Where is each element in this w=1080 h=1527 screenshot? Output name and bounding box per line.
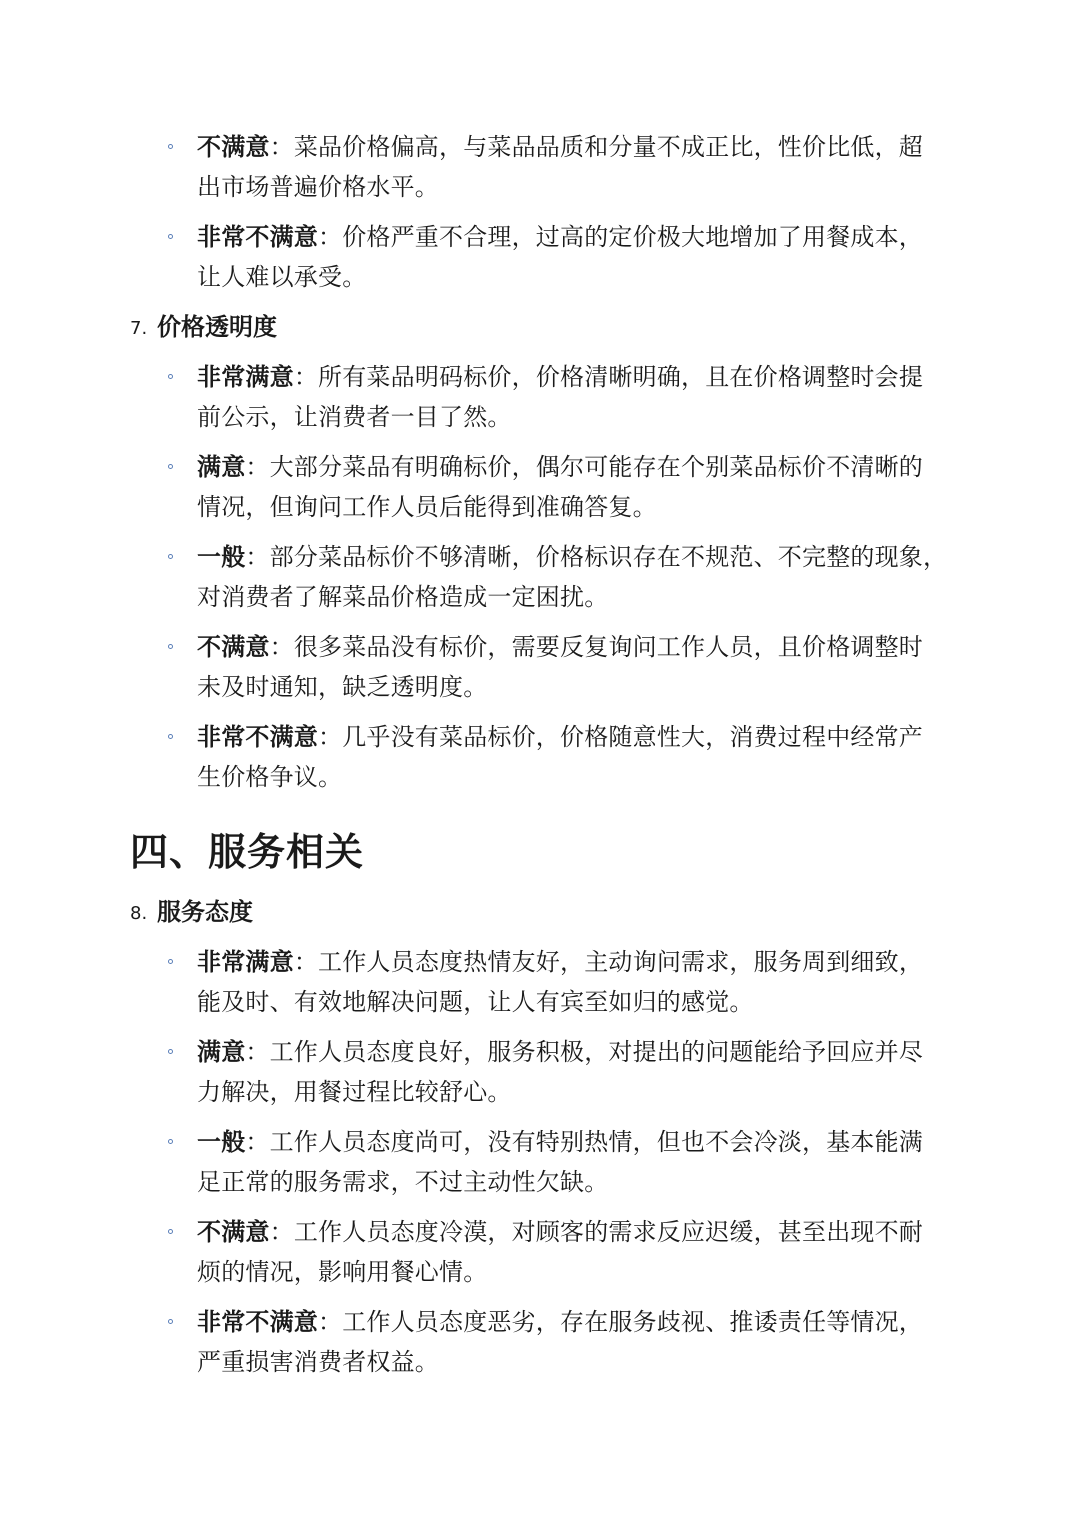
item-title: 服务态度 bbox=[157, 898, 253, 926]
term-separator: ： bbox=[269, 1218, 294, 1246]
rating-description: 几乎没有菜品标价，价格随意性大，消费过程中经常产 bbox=[342, 723, 924, 751]
numbered-heading-7 bbox=[0, 307, 1080, 347]
rating-term: 非常不满意 bbox=[197, 723, 318, 751]
list-item-text bbox=[197, 357, 953, 437]
hollow-bullet-icon bbox=[168, 959, 173, 964]
rating-term: 非常不满意 bbox=[197, 223, 318, 251]
term-separator: ： bbox=[245, 1038, 270, 1066]
rating-term: 满意 bbox=[197, 453, 246, 481]
hollow-bullet-icon bbox=[168, 1139, 173, 1144]
rating-description: 工作人员态度尚可，没有特别热情，但也不会冷淡，基本能满 bbox=[269, 1128, 924, 1156]
list-item-text bbox=[197, 717, 953, 797]
rating-term: 非常不满意 bbox=[197, 1308, 318, 1336]
rating-description: 工作人员态度冷漠，对顾客的需求反应迟缓，甚至出现不耐 bbox=[293, 1218, 924, 1246]
item-number: 8. bbox=[130, 903, 148, 924]
term-separator: ： bbox=[245, 1128, 270, 1156]
rating-description: 部分菜品标价不够清晰，价格标识存在不规范、不完整的现象， bbox=[269, 543, 948, 571]
rating-description: 工作人员态度良好，服务积极，对提出的问题能给予回应并尽 bbox=[269, 1038, 924, 1066]
list-item-text bbox=[197, 1302, 953, 1382]
rating-term: 满意 bbox=[197, 1038, 246, 1066]
rating-description: 所有菜品明码标价，价格清晰明确，且在价格调整时会提 bbox=[318, 363, 924, 391]
rating-description-cont: 前公示，让消费者一目了然。 bbox=[197, 403, 512, 431]
list-item-text bbox=[197, 127, 953, 207]
rating-term: 一般 bbox=[197, 543, 246, 571]
term-separator: ： bbox=[269, 133, 294, 161]
term-separator: ： bbox=[318, 223, 343, 251]
list-item-text bbox=[197, 942, 953, 1022]
item-title: 价格透明度 bbox=[157, 313, 277, 341]
rating-description-cont: 严重损害消费者权益。 bbox=[197, 1348, 439, 1376]
rating-term: 不满意 bbox=[197, 133, 270, 161]
hollow-bullet-icon bbox=[168, 144, 173, 149]
term-separator: ： bbox=[318, 1308, 343, 1336]
hollow-bullet-icon bbox=[168, 1049, 173, 1054]
rating-description: 大部分菜品有明确标价，偶尔可能存在个别菜品标价不清晰的 bbox=[269, 453, 924, 481]
rating-term: 非常满意 bbox=[197, 363, 294, 391]
hollow-bullet-icon bbox=[168, 1229, 173, 1234]
rating-description-cont: 未及时通知，缺乏透明度。 bbox=[197, 673, 488, 701]
hollow-bullet-icon bbox=[168, 1319, 173, 1324]
rating-term: 非常满意 bbox=[197, 948, 294, 976]
rating-description-cont: 出市场普遍价格水平。 bbox=[197, 173, 439, 201]
rating-term: 一般 bbox=[197, 1128, 246, 1156]
hollow-bullet-icon bbox=[168, 464, 173, 469]
rating-description: 工作人员态度热情友好，主动询问需求，服务周到细致， bbox=[318, 948, 924, 976]
rating-description-cont: 烦的情况，影响用餐心情。 bbox=[197, 1258, 488, 1286]
rating-description-cont: 对消费者了解菜品价格造成一定困扰。 bbox=[197, 583, 609, 611]
rating-description: 很多菜品没有标价，需要反复询问工作人员，且价格调整时 bbox=[293, 633, 924, 661]
item-number: 7. bbox=[130, 318, 148, 339]
list-item-text bbox=[197, 217, 953, 297]
rating-description-cont: 生价格争议。 bbox=[197, 763, 343, 791]
rating-description-cont: 足正常的服务需求，不过主动性欠缺。 bbox=[197, 1168, 609, 1196]
rating-description: 菜品价格偏高，与菜品品质和分量不成正比，性价比低，超 bbox=[293, 133, 924, 161]
term-separator: ： bbox=[293, 948, 319, 976]
term-separator: ： bbox=[269, 633, 294, 661]
list-item-text bbox=[197, 447, 953, 527]
numbered-heading-8 bbox=[0, 892, 1080, 932]
hollow-bullet-icon bbox=[168, 644, 173, 649]
rating-description: 价格严重不合理，过高的定价极大地增加了用餐成本， bbox=[342, 223, 924, 251]
term-separator: ： bbox=[245, 453, 270, 481]
hollow-bullet-icon bbox=[168, 234, 173, 239]
term-separator: ： bbox=[293, 363, 319, 391]
list-item-text bbox=[197, 537, 953, 617]
list-item-text bbox=[197, 627, 953, 707]
section-heading: 四、服务相关 bbox=[130, 830, 365, 874]
hollow-bullet-icon bbox=[168, 734, 173, 739]
hollow-bullet-icon bbox=[168, 374, 173, 379]
rating-description-cont: 情况，但询问工作人员后能得到准确答复。 bbox=[197, 493, 657, 521]
hollow-bullet-icon bbox=[168, 554, 173, 559]
rating-description: 工作人员态度恶劣，存在服务歧视、推诿责任等情况， bbox=[342, 1308, 924, 1336]
list-item-text bbox=[197, 1212, 953, 1292]
term-separator: ： bbox=[318, 723, 343, 751]
rating-term: 不满意 bbox=[197, 633, 270, 661]
rating-description-cont: 力解决，用餐过程比较舒心。 bbox=[197, 1078, 512, 1106]
rating-term: 不满意 bbox=[197, 1218, 270, 1246]
rating-description-cont: 能及时、有效地解决问题，让人有宾至如归的感觉。 bbox=[197, 988, 754, 1016]
term-separator: ： bbox=[245, 543, 270, 571]
list-item-text bbox=[197, 1032, 953, 1112]
rating-description-cont: 让人难以承受。 bbox=[197, 263, 367, 291]
list-item-text bbox=[197, 1122, 953, 1202]
